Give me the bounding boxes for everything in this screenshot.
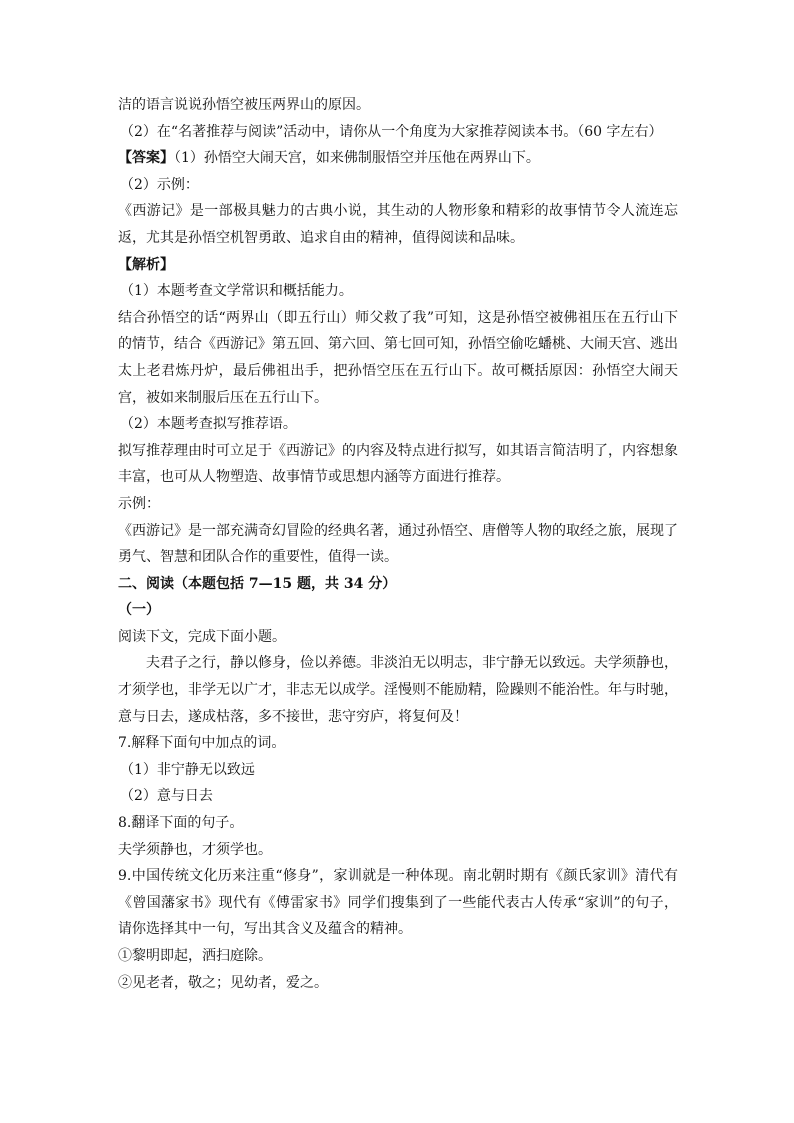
- analysis-tag: 【解析】: [118, 256, 174, 273]
- question-9: 9.中国传统文化历来注重“修身”，家训就是一种体现。南北朝时期有《颜氏家训》清代有《曾国藩家书》现代有《傅雷家书》同学们搜集到了一些能代表古人传承“家训”的句子，请你选择其中一句，写出其含义及蕴含的精神。: [118, 868, 678, 938]
- reading-instruction: 阅读下文，完成下面小题。: [118, 628, 286, 645]
- analysis-paragraph-1: 结合孙悟空的话“两界山（即五行山）师父救了我”可知，这是孙悟空被佛祖压在五行山下的情节，结合《西游记》第五回、第六回、第七回可知，孙悟空偷吃蟠桃、大闹天宫、逃出太上老君炼丹炉，最后佛祖出手，把孙悟空压在五行山下。故可概括原因：孙悟空大闹天宫，被如来制服后压在五行山下。: [118, 309, 678, 406]
- question-9-option-1: ①黎明即起，洒扫庭除。: [118, 948, 272, 964]
- question-8: 8.翻译下面的句子。: [118, 815, 244, 832]
- classical-passage: 夫君子之行，静以修身，俭以养德。非淡泊无以明志，非宁静无以致远。夫学须静也，才须学也，非学无以广才，非志无以成学。淫慢则不能励精，险躁则不能治性。年与时驰，意与日去，遂成枯落，多不接世，悲守穷庐，将复何及！: [118, 655, 678, 725]
- section-heading: 二、阅读（本题包括 7—15 题，共 34 分）: [118, 575, 397, 592]
- question-9-option-2: ②见老者，敬之；见幼者，爱之。: [118, 974, 328, 991]
- analysis-item-2: （2）本题考查拟写推荐语。: [120, 416, 297, 433]
- analysis-paragraph-2: 拟写推荐理由时可立足于《西游记》的内容及特点进行拟写，如其语言简洁明了，内容想象丰富，也可从人物塑造、故事情节或思想内涵等方面进行推荐。: [118, 442, 678, 486]
- example-paragraph: 《西游记》是一部极具魅力的古典小说，其生动的人物形象和精彩的故事情节令人流连忘返，尤其是孙悟空机智勇敢、追求自由的精神，值得阅读和品味。: [118, 203, 678, 246]
- subsection-heading: （一）: [118, 602, 160, 619]
- answer-tag: 【答案】: [118, 150, 174, 167]
- example-paragraph-2: 《西游记》是一部充满奇幻冒险的经典名著，通过孙悟空、唐僧等人物的取经之旅，展现了勇气、智慧和团队合作的重要性，值得一读。: [118, 522, 678, 566]
- question-line: 洁的语言说说孙悟空被压两界山的原因。: [118, 97, 370, 113]
- example-label-2: 示例：: [118, 495, 160, 512]
- question-8-sentence: 夫学须静也，才须学也。: [118, 841, 272, 858]
- document-body: [118, 92, 678, 996]
- question-7-item-2: （2）意与日去: [120, 788, 213, 805]
- question-7-item-1: （1）非宁静无以致远: [120, 761, 255, 778]
- analysis-item-1: （1）本题考查文学常识和概括能力。: [120, 283, 353, 300]
- answer-line: [118, 145, 678, 172]
- question-2-prompt: （2）在“名著推荐与阅读”活动中，请你从一个角度为大家推荐阅读本书。（60 字左右）: [120, 123, 663, 140]
- answer-text: （1）孙悟空大闹天宫，如来佛制服悟空并压他在两界山下。: [174, 150, 540, 167]
- example-label: （2）示例：: [120, 176, 199, 193]
- question-7: 7.解释下面句中加点的词。: [118, 735, 286, 752]
